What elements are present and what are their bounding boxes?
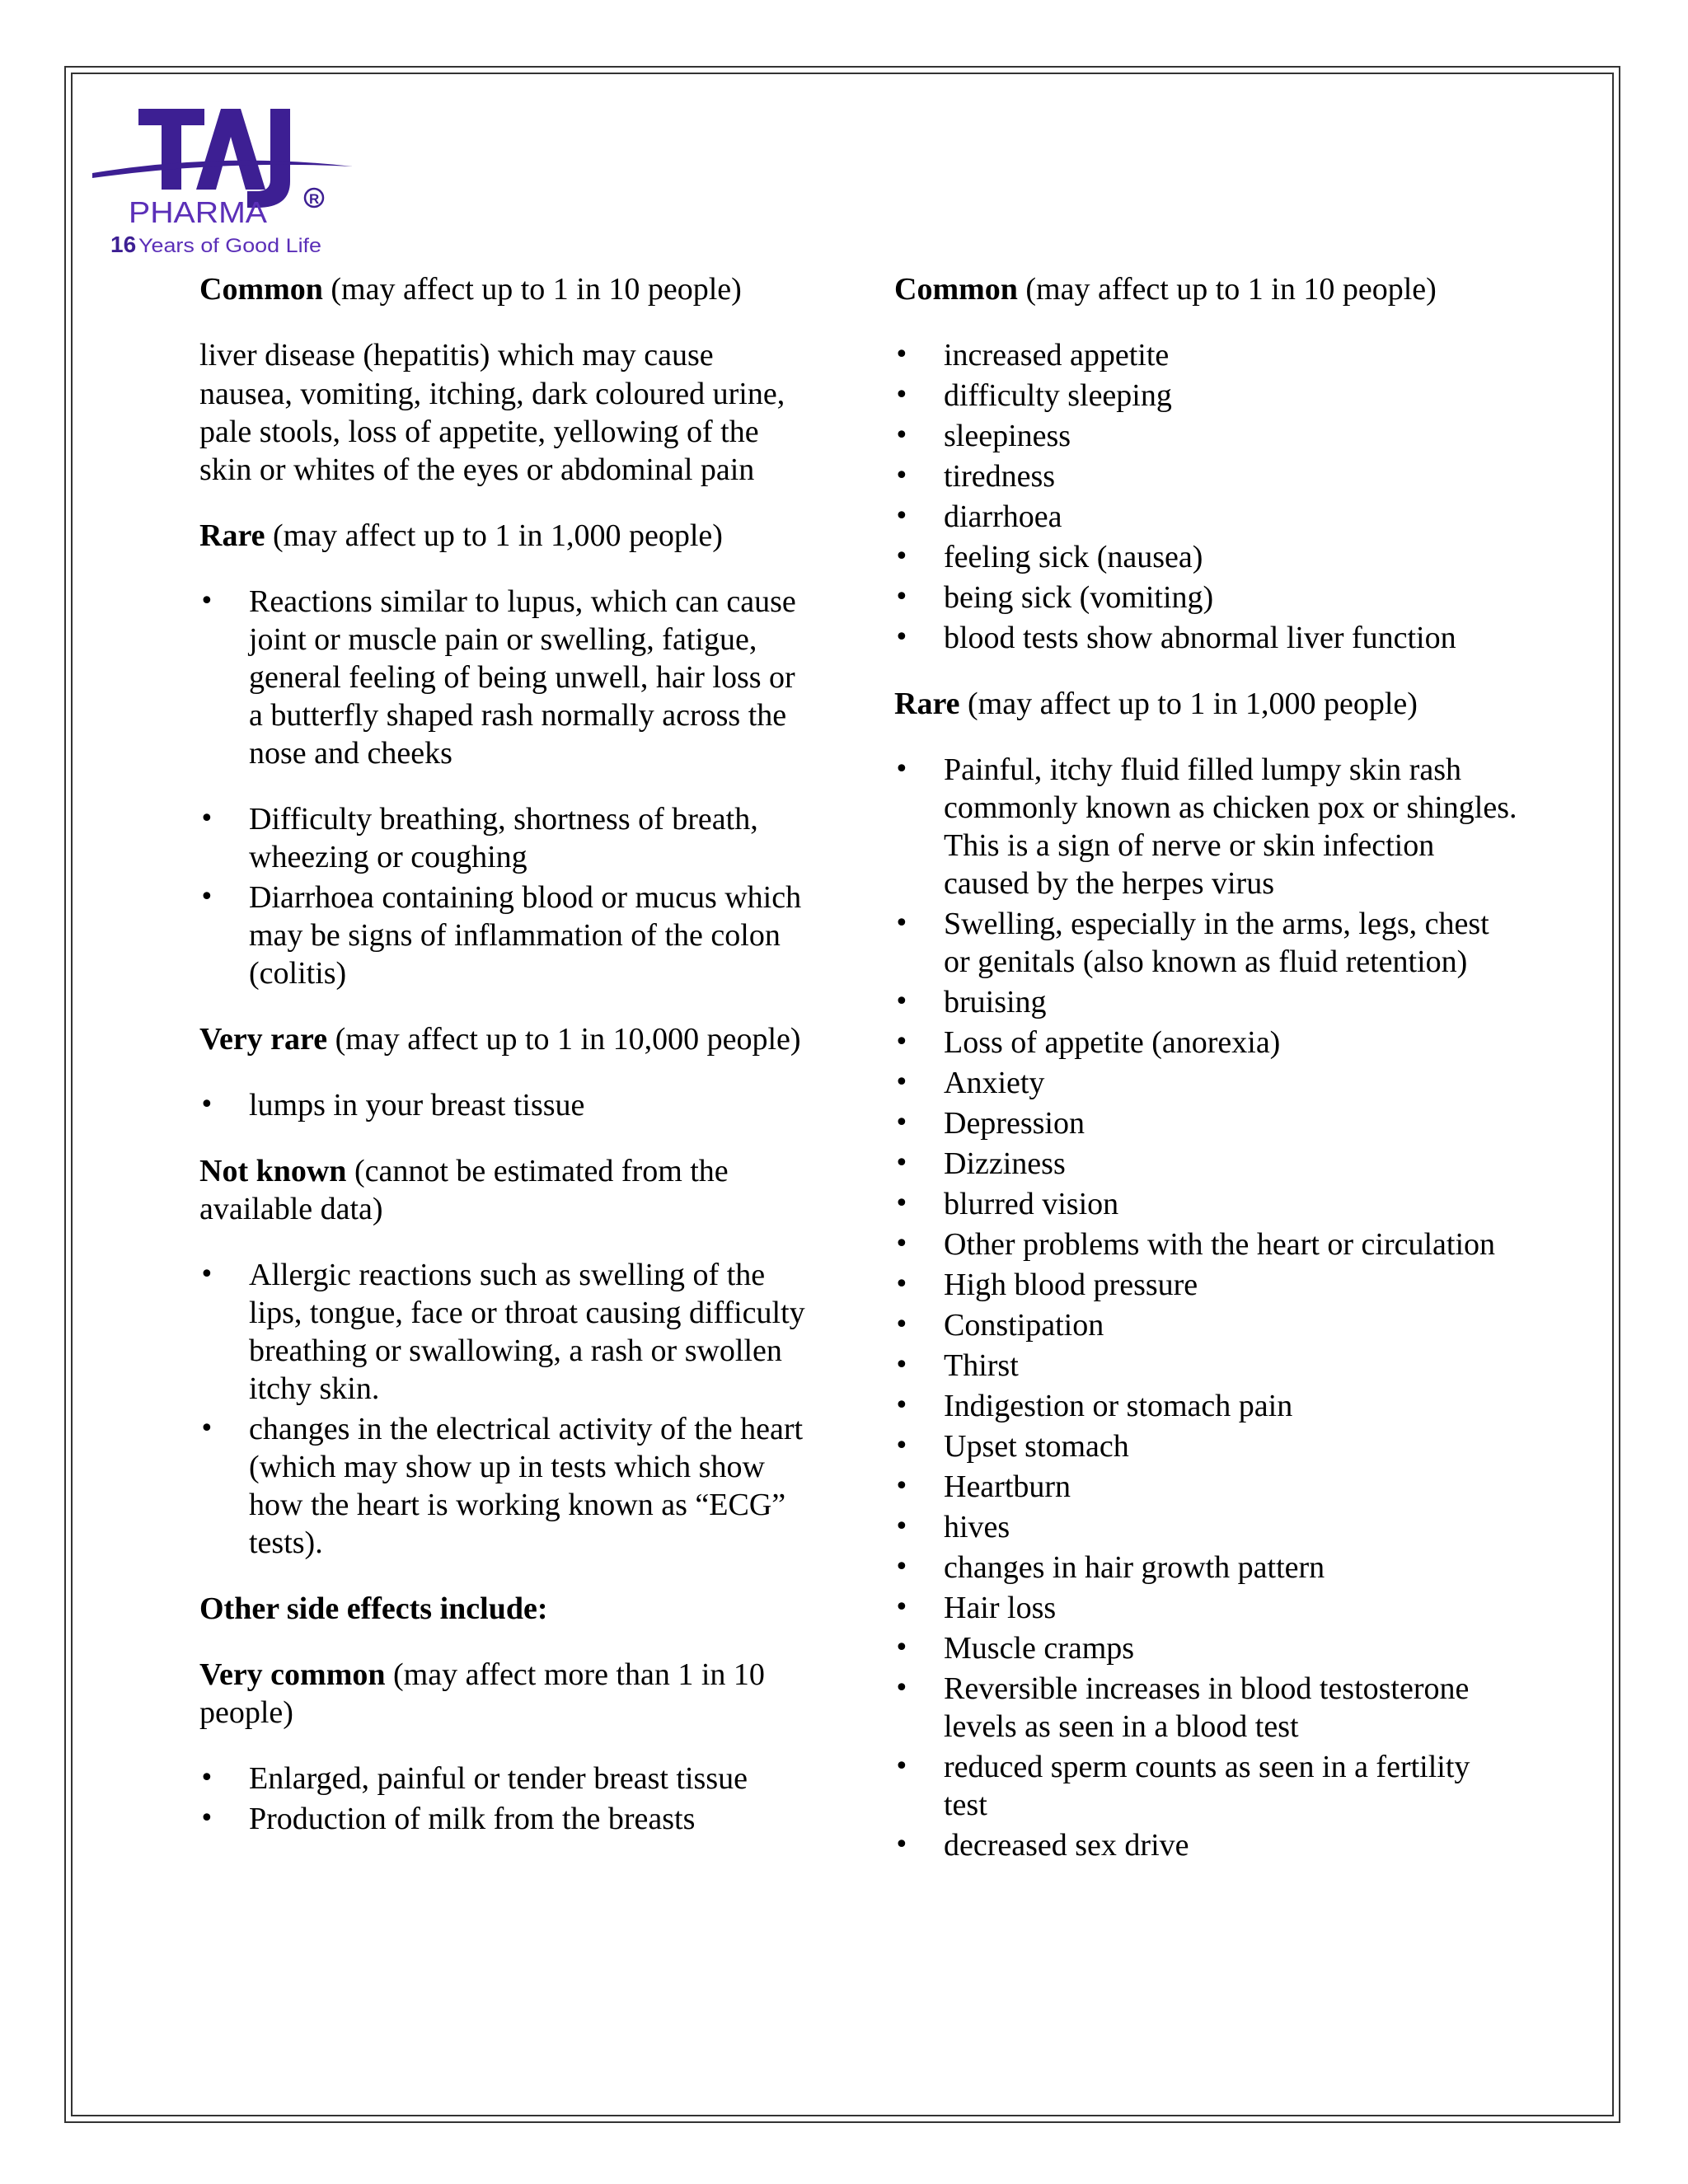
left-column	[199, 270, 809, 1866]
list-item: • Indigestion or stomach pain	[894, 1387, 1521, 1425]
right-rare-heading: Rare (may affect up to 1 in 1,000 people)	[894, 687, 1418, 721]
list-item: • Constipation	[894, 1306, 1521, 1344]
right-column	[894, 270, 1521, 1892]
right-common-list	[894, 336, 1521, 657]
list-item: • Thirst	[894, 1347, 1521, 1385]
list-item: • being sick (vomiting)	[894, 579, 1521, 616]
list-item: • changes in hair growth pattern	[894, 1549, 1521, 1586]
list-item: • decreased sex drive	[894, 1826, 1521, 1864]
list-item: • changes in the electrical activity of the heart (which may show up in tests which show how the heart is working known as “ECG” tests).	[199, 1410, 809, 1562]
list-item: • reduced sperm counts as seen in a fertility test	[894, 1748, 1521, 1824]
left-common-paragraph: liver disease (hepatitis) which may cause nausea, vomiting, itching, dark coloured urine, pale stools, loss of appetite, yellowing of the skin or whites of the eyes or abdominal pain	[199, 338, 785, 487]
list-item: • blood tests show abnormal liver function	[894, 619, 1521, 657]
list-item: • hives	[894, 1508, 1521, 1546]
list-item: • Enlarged, painful or tender breast tissue	[199, 1760, 809, 1797]
list-item: • High blood pressure	[894, 1266, 1521, 1304]
list-item: • Loss of appetite (anorexia)	[894, 1024, 1521, 1062]
list-item: • Painful, itchy fluid filled lumpy skin rash commonly known as chicken pox or shingles. This is a sign of nerve or skin infection caused by the herpes virus	[894, 751, 1521, 902]
list-item: • diarrhoea	[894, 498, 1521, 536]
left-common-heading: Common (may affect up to 1 in 10 people)	[199, 272, 742, 307]
left-very-rare-heading: Very rare (may affect up to 1 in 10,000 people)	[199, 1022, 801, 1057]
list-item: • Reactions similar to lupus, which can cause joint or muscle pain or swelling, fatigue, general feeling of being unwell, hair loss or a butterfly shaped rash normally across the nose and cheeks	[199, 583, 809, 772]
list-item: • Muscle cramps	[894, 1629, 1521, 1667]
list-item: • sleepiness	[894, 417, 1521, 455]
list-item: • Hair loss	[894, 1589, 1521, 1627]
list-item: • Heartburn	[894, 1468, 1521, 1506]
list-item: • Swelling, especially in the arms, legs, chest or genitals (also known as fluid retention)	[894, 905, 1521, 981]
left-rare-heading: Rare (may affect up to 1 in 1,000 people)	[199, 518, 723, 553]
other-side-effects-heading: Other side effects include:	[199, 1591, 548, 1626]
right-rare-list	[894, 751, 1521, 1864]
list-item: • Depression	[894, 1104, 1521, 1142]
taj-pharma-logo	[91, 99, 363, 264]
registered-mark: R	[309, 191, 320, 207]
list-item: • Diarrhoea containing blood or mucus which may be signs of inflammation of the colon (colitis)	[199, 879, 809, 992]
left-rare-list	[199, 583, 809, 992]
list-item: • feeling sick (nausea)	[894, 538, 1521, 576]
left-very-common-list	[199, 1760, 809, 1838]
list-item: • Other problems with the heart or circulation	[894, 1226, 1521, 1263]
logo-tagline: Years of Good Life	[138, 235, 321, 257]
left-very-common-heading: Very common (may affect more than 1 in 10 people)	[199, 1657, 765, 1730]
logo-name: PHARMA	[129, 195, 267, 229]
list-item: • bruising	[894, 983, 1521, 1021]
list-item: • Anxiety	[894, 1064, 1521, 1102]
left-very-rare-list	[199, 1086, 809, 1124]
list-item: • difficulty sleeping	[894, 377, 1521, 415]
left-not-known-list	[199, 1256, 809, 1562]
list-item: • Production of milk from the breasts	[199, 1800, 809, 1838]
list-item: • Allergic reactions such as swelling of the lips, tongue, face or throat causing difficulty breathing or swallowing, a rash or swollen itchy skin.	[199, 1256, 809, 1408]
logo-tagline-number: 16	[110, 232, 137, 257]
right-common-heading: Common (may affect up to 1 in 10 people)	[894, 272, 1437, 307]
list-item: • Upset stomach	[894, 1427, 1521, 1465]
list-item: • lumps in your breast tissue	[199, 1086, 809, 1124]
list-item: • Reversible increases in blood testosterone levels as seen in a blood test	[894, 1670, 1521, 1746]
list-item: • blurred vision	[894, 1185, 1521, 1223]
list-item: • tiredness	[894, 457, 1521, 495]
left-not-known-heading: Not known (cannot be estimated from the available data)	[199, 1154, 729, 1226]
list-item: • Difficulty breathing, shortness of breath, wheezing or coughing	[199, 800, 809, 876]
list-item: • increased appetite	[894, 336, 1521, 374]
list-item: • Dizziness	[894, 1145, 1521, 1183]
